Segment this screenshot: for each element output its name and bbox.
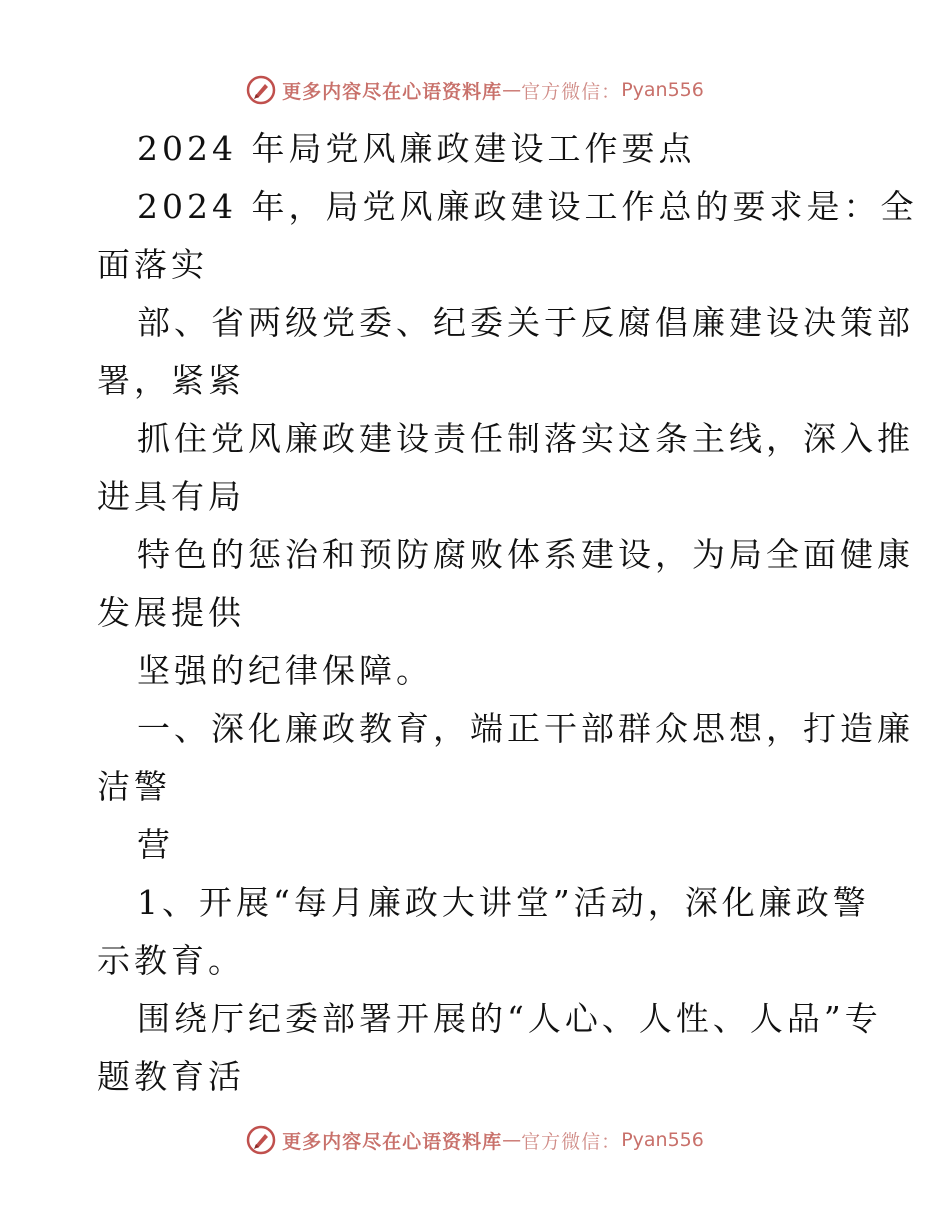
document-line: 营 [137,825,174,864]
document-line: 一、深化廉政教育，端正干部群众思想，打造廉 [137,709,914,748]
watermark-sub-text: 官方微信： [521,80,622,103]
document-line: 2024 年，局党风廉政建设工作总的要求是：全 [137,187,918,226]
document-line: 洁警 [97,767,171,806]
document-line: 面落实 [97,245,208,284]
document-line: 题教育活 [97,1057,245,1096]
document-line: 1、开展“每月廉政大讲堂”活动，深化廉政警 [137,883,870,922]
watermark-dash: — [502,79,522,101]
document-line: 进具有局 [97,477,245,516]
watermark-dash: — [502,1129,522,1151]
document-line: 抓住党风廉政建设责任制落实这条主线，深入推 [137,419,914,458]
document-line: 坚强的纪律保障。 [137,651,433,690]
watermark-main-text: 更多内容尽在心语资料库 [282,1130,503,1153]
watermark-header [0,70,950,110]
pen-logo-icon [246,75,276,105]
document-line: 2024 年局党风廉政建设工作要点 [137,129,696,168]
document-line: 部、省两级党委、纪委关于反腐倡廉建设决策部 [137,303,914,342]
document-line: 示教育。 [97,941,245,980]
document-line: 署，紧紧 [97,361,245,400]
document-line: 围绕厅纪委部署开展的“人心、人性、人品”专 [137,999,882,1038]
document-body [97,120,918,1106]
watermark-main-text: 更多内容尽在心语资料库 [282,80,503,103]
watermark-sub-text: 官方微信： [521,1130,622,1153]
watermark-footer [0,1120,950,1160]
watermark-id: Pyan556 [621,1129,704,1151]
pen-logo-icon [246,1125,276,1155]
document-line: 发展提供 [97,593,245,632]
watermark-id: Pyan556 [621,79,704,101]
document-line: 特色的惩治和预防腐败体系建设，为局全面健康 [137,535,914,574]
